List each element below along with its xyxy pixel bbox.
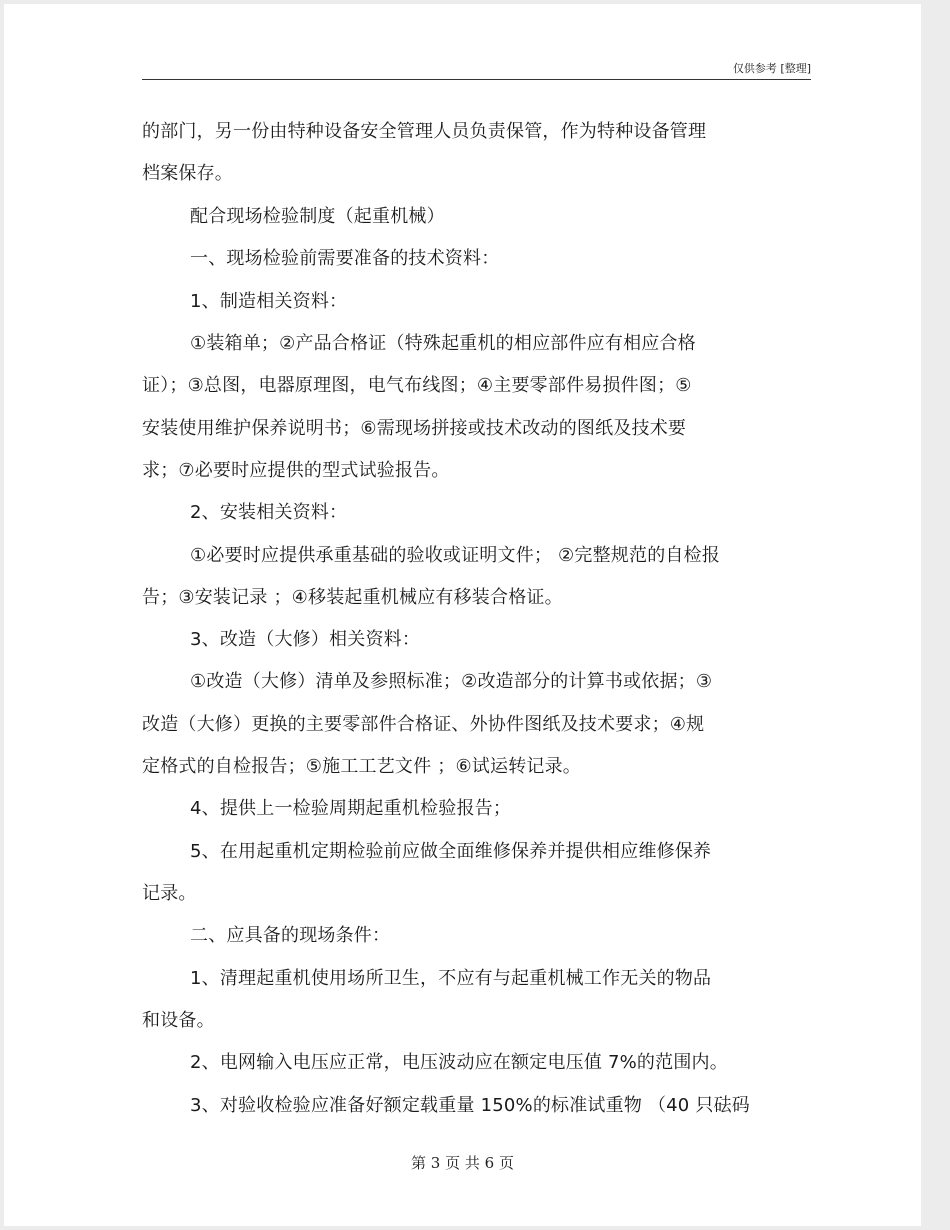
body-line: ①必要时应提供承重基础的验收或证明文件； ②完整规范的自检报 [190,545,720,566]
body-line: 告；③安装记录 ；④移装起重机械应有移装合格证。 [142,587,563,608]
body-line: 4、提供上一检验周期起重机检验报告； [190,798,512,819]
body-line: 证）；③总图，电器原理图，电气布线图；④主要零部件易损件图；⑤ [142,375,692,396]
body-line: ①装箱单；②产品合格证（特殊起重机的相应部件应有相应合格 [190,333,696,354]
subsection-heading: 1、制造相关资料： [190,291,348,312]
body-line: 和设备。 [142,1010,215,1031]
body-line: 定格式的自检报告；⑤施工工艺文件 ；⑥试运转记录。 [142,756,581,777]
document-page [4,4,921,1226]
body-line: 记录。 [142,883,197,904]
section-heading: 二、应具备的现场条件： [190,925,391,946]
body-line: 5、在用起重机定期检验前应做全面维修保养并提供相应维修保养 [190,841,712,862]
body-line: 的部门，另一份由特种设备安全管理人员负责保管，作为特种设备管理 [142,121,707,142]
page-footer: 第 3 页 共 6 页 [411,1154,514,1172]
body-line: 档案保存。 [142,163,233,184]
section-heading: 配合现场检验制度（起重机械） [190,206,445,227]
body-line: 1、清理起重机使用场所卫生，不应有与起重机械工作无关的物品 [190,968,712,989]
section-heading: 一、现场检验前需要准备的技术资料： [190,248,500,269]
body-line: 求；⑦必要时应提供的型式试验报告。 [142,460,450,481]
header-note: 仅供参考 [整理] [732,62,811,75]
body-line: 3、对验收检验应准备好额定载重量 150%的标准试重物 （40 只砝码 [190,1095,750,1116]
body-line: 改造（大修）更换的主要零部件合格证、外协件图纸及技术要求；④规 [142,714,705,735]
subsection-heading: 2、安装相关资料： [190,502,348,523]
body-line: 2、电网输入电压应正常，电压波动应在额定电压值 7%的范围内。 [190,1052,728,1073]
header-divider [142,79,811,80]
subsection-heading: 3、改造（大修）相关资料： [190,629,421,650]
body-line: ①改造（大修）清单及参照标准；②改造部分的计算书或依据；③ [190,671,713,692]
body-line: 安装使用维护保养说明书；⑥需现场拼接或技术改动的图纸及技术要 [142,418,687,439]
